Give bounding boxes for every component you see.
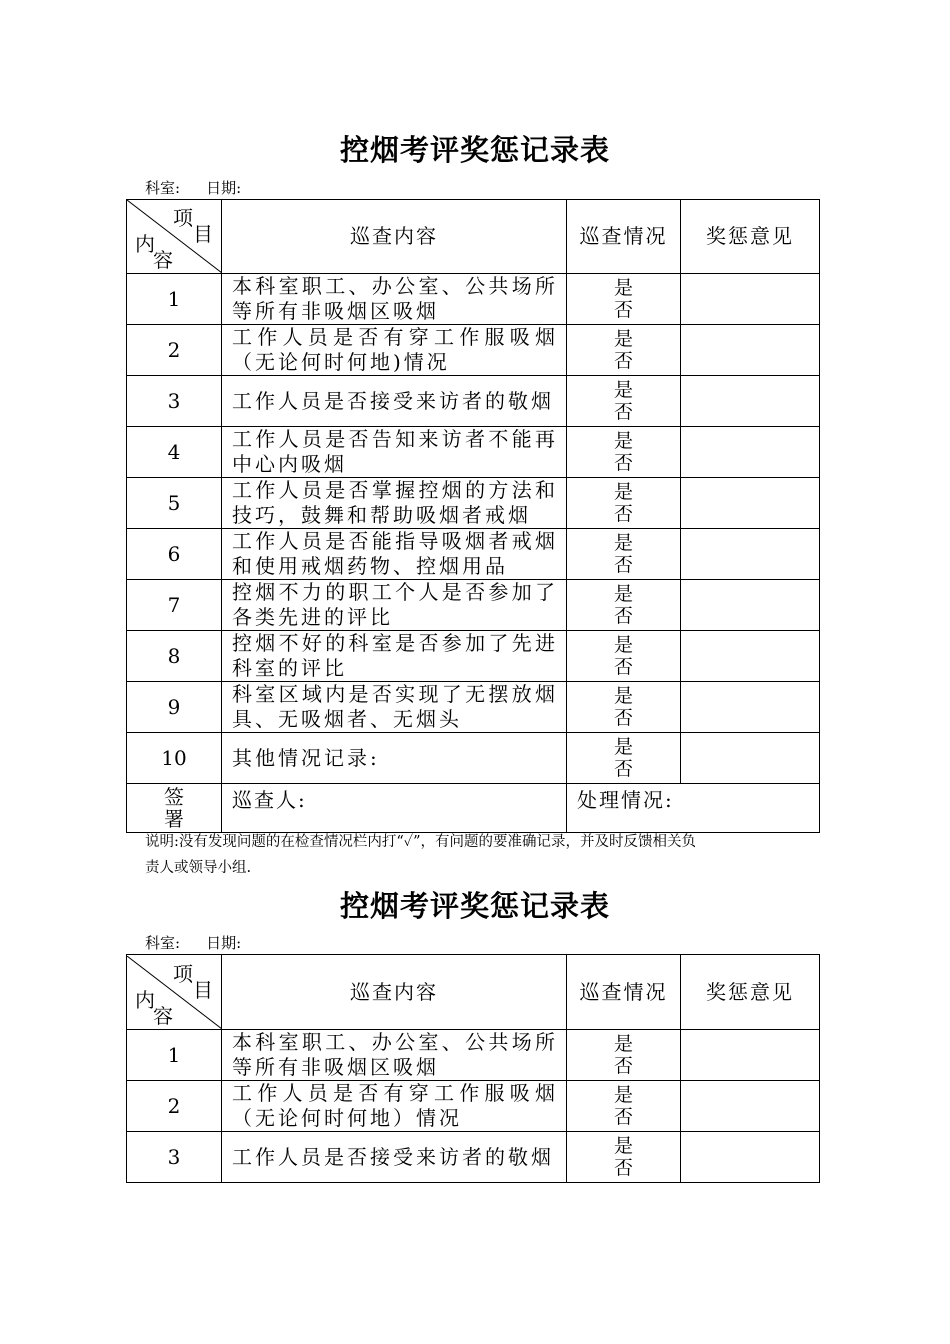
opinion-cell[interactable] [681,478,820,529]
row-content: 工作人员是否有穿工作服吸烟（无论何时何地）情况 [222,1081,567,1132]
note-line: 说明:没有发现问题的在检查情况栏内打“✓”，有问题的要准确记录，并及时反馈相关负 [145,834,697,850]
record-table [126,199,820,833]
sign-label: 署 [164,807,184,831]
form-meta [145,932,241,953]
header-opinion: 奖惩意见 [681,200,820,274]
opinion-cell[interactable] [681,325,820,376]
header-content: 巡查内容 [222,955,567,1030]
diag-label: 项 [173,206,195,230]
no-option[interactable]: 否 [613,1106,633,1128]
table-row [127,1081,820,1132]
yes-option[interactable]: 是 [613,634,633,656]
yes-no-cell[interactable] [567,733,681,784]
row-content: 控烟不好的科室是否参加了先进科室的评比 [222,631,567,682]
date-label: 日期: [206,934,242,952]
table-row [127,274,820,325]
yes-option[interactable]: 是 [613,379,633,401]
row-number: 5 [127,478,222,529]
no-option[interactable]: 否 [613,758,633,780]
yes-option[interactable]: 是 [613,430,633,452]
row-content: 科室区域内是否实现了无摆放烟具、无吸烟者、无烟头 [222,682,567,733]
yes-no-cell[interactable] [567,1081,681,1132]
diag-label: 目 [193,977,215,1002]
opinion-cell[interactable] [681,733,820,784]
diag-label: 内 [135,987,157,1012]
row-number: 1 [127,1030,222,1081]
yes-no-cell[interactable] [567,1132,681,1183]
header-status: 巡查情况 [567,200,681,274]
table-row [127,733,820,784]
table-row [127,1132,820,1183]
table-header-row [127,200,820,274]
yes-option[interactable]: 是 [613,481,633,503]
header-opinion: 奖惩意见 [681,955,820,1030]
row-number: 1 [127,274,222,325]
no-option[interactable]: 否 [613,1157,633,1179]
diag-label: 容 [153,248,175,272]
table-row [127,580,820,631]
row-content: 本科室职工、办公室、公共场所等所有非吸烟区吸烟 [222,274,567,325]
opinion-cell[interactable] [681,376,820,427]
yes-no-cell[interactable] [567,376,681,427]
row-number: 9 [127,682,222,733]
no-option[interactable]: 否 [613,554,633,576]
opinion-cell[interactable] [681,274,820,325]
date-label: 日期: [206,179,242,197]
yes-option[interactable]: 是 [613,277,633,299]
diag-label: 容 [153,1003,175,1028]
yes-option[interactable]: 是 [613,328,633,350]
sign-label-cell [127,784,222,833]
diagonal-header-cell [127,955,222,1030]
sign-label: 签 [164,785,184,809]
opinion-cell[interactable] [681,1030,820,1081]
row-content[interactable]: 其他情况记录: [222,733,567,784]
dept-label: 科室: [145,179,181,197]
header-status: 巡查情况 [567,955,681,1030]
row-content: 工作人员是否能指导吸烟者戒烟和使用戒烟药物、控烟用品 [222,529,567,580]
yes-option[interactable]: 是 [613,532,633,554]
signature-row [127,784,820,833]
diag-label: 项 [173,961,195,986]
row-content: 工作人员是否有穿工作服吸烟（无论何时何地)情况 [222,325,567,376]
no-option[interactable]: 否 [613,707,633,729]
yes-no-cell[interactable] [567,580,681,631]
yes-no-cell[interactable] [567,682,681,733]
yes-option[interactable]: 是 [613,1135,633,1157]
opinion-cell[interactable] [681,427,820,478]
table-row [127,325,820,376]
yes-option[interactable]: 是 [613,736,633,758]
opinion-cell[interactable] [681,631,820,682]
yes-no-cell[interactable] [567,631,681,682]
row-content: 本科室职工、办公室、公共场所等所有非吸烟区吸烟 [222,1030,567,1081]
yes-option[interactable]: 是 [613,1033,633,1055]
no-option[interactable]: 否 [613,503,633,525]
yes-option[interactable]: 是 [613,685,633,707]
no-option[interactable]: 否 [613,605,633,627]
yes-no-cell[interactable] [567,427,681,478]
row-content: 工作人员是否接受来访者的敬烟 [222,376,567,427]
opinion-cell[interactable] [681,1132,820,1183]
no-option[interactable]: 否 [613,452,633,474]
no-option[interactable]: 否 [613,299,633,321]
table-row [127,631,820,682]
row-content: 工作人员是否告知来访者不能再中心内吸烟 [222,427,567,478]
table-row [127,1030,820,1081]
row-number: 3 [127,376,222,427]
form-meta [145,177,241,198]
form-title: 控烟考评奖惩记录表 [339,133,610,167]
no-option[interactable]: 否 [613,350,633,372]
yes-option[interactable]: 是 [613,583,633,605]
opinion-cell[interactable] [681,529,820,580]
row-number: 10 [127,733,222,784]
row-number: 8 [127,631,222,682]
inspector-field[interactable]: 巡查人: [222,784,567,833]
row-number: 2 [127,325,222,376]
diagonal-header-cell [127,200,222,274]
dept-label: 科室: [145,934,181,952]
handling-field[interactable]: 处理情况: [567,784,820,833]
table-header-row [127,955,820,1030]
record-table [126,954,820,1183]
yes-option[interactable]: 是 [613,1084,633,1106]
table-row [127,427,820,478]
opinion-cell[interactable] [681,682,820,733]
table-row [127,376,820,427]
row-number: 4 [127,427,222,478]
row-number: 3 [127,1132,222,1183]
yes-no-cell[interactable] [567,478,681,529]
row-number: 2 [127,1081,222,1132]
yes-no-cell[interactable] [567,274,681,325]
diag-label: 目 [193,222,215,246]
table-row [127,478,820,529]
table-row [127,682,820,733]
header-content: 巡查内容 [222,200,567,274]
row-number: 7 [127,580,222,631]
diag-label: 内 [135,232,157,256]
form-title: 控烟考评奖惩记录表 [339,889,610,923]
yes-no-cell[interactable] [567,325,681,376]
no-option[interactable]: 否 [613,401,633,423]
no-option[interactable]: 否 [613,656,633,678]
table-row [127,529,820,580]
row-content: 工作人员是否接受来访者的敬烟 [222,1132,567,1183]
yes-no-cell[interactable] [567,1030,681,1081]
note-line: 责人或领导小组. [145,860,252,876]
no-option[interactable]: 否 [613,1055,633,1077]
row-content: 控烟不力的职工个人是否参加了各类先进的评比 [222,580,567,631]
row-content: 工作人员是否掌握控烟的方法和技巧，鼓舞和帮助吸烟者戒烟 [222,478,567,529]
opinion-cell[interactable] [681,1081,820,1132]
yes-no-cell[interactable] [567,529,681,580]
opinion-cell[interactable] [681,580,820,631]
row-number: 6 [127,529,222,580]
note [145,829,810,881]
